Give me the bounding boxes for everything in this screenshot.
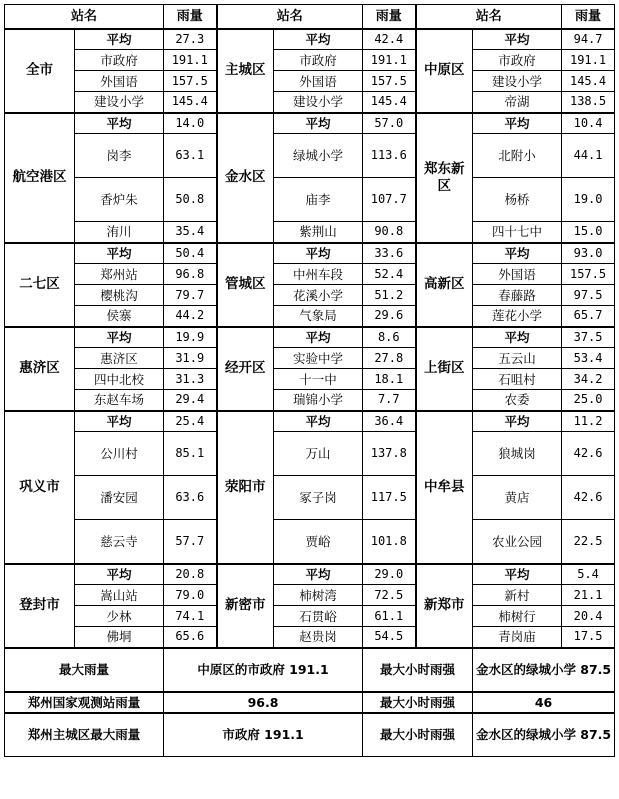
- rainfall-value: 157.5: [562, 264, 615, 285]
- rainfall-value: 53.4: [562, 348, 615, 369]
- main-district-max-value: 市政府 191.1: [164, 713, 363, 757]
- rainfall-value: 90.8: [363, 222, 416, 243]
- table-row: [5, 520, 615, 564]
- rainfall-value: 29.4: [164, 390, 217, 411]
- station-name: 慈云寺: [75, 520, 164, 564]
- rainfall-value: 25.4: [164, 411, 217, 432]
- rainfall-value: 11.2: [562, 411, 615, 432]
- rainfall-value: 20.4: [562, 606, 615, 627]
- station-header: 站名: [5, 5, 164, 29]
- rainfall-value: 50.4: [164, 243, 217, 264]
- average-label: 平均: [274, 564, 363, 585]
- max-hourly-value: 金水区的绿城小学 87.5: [473, 648, 615, 692]
- table-row: [5, 222, 615, 243]
- station-name: 赵贵岗: [274, 627, 363, 648]
- average-label: 平均: [473, 327, 562, 348]
- table-row: [5, 564, 615, 585]
- station-name: 嵩山站: [75, 585, 164, 606]
- rainfall-value: 65.7: [562, 306, 615, 327]
- station-name: 惠济区: [75, 348, 164, 369]
- max-rain-label: 最大雨量: [5, 648, 164, 692]
- district-name: 金水区: [217, 113, 274, 243]
- national-station-label: 郑州国家观测站雨量: [5, 692, 164, 713]
- station-name: 洧川: [75, 222, 164, 243]
- district-name: 高新区: [416, 243, 473, 327]
- station-name: 瑞锦小学: [274, 390, 363, 411]
- station-name: 五云山: [473, 348, 562, 369]
- rainfall-value: 72.5: [363, 585, 416, 606]
- table-row: [5, 627, 615, 648]
- rainfall-value: 74.1: [164, 606, 217, 627]
- rainfall-value: 101.8: [363, 520, 416, 564]
- average-label: 平均: [75, 243, 164, 264]
- station-name: 青岗庙: [473, 627, 562, 648]
- station-name: 冢子岗: [274, 476, 363, 520]
- rainfall-value: 17.5: [562, 627, 615, 648]
- rainfall-value: 145.4: [363, 92, 416, 113]
- max-rain-value: 中原区的市政府 191.1: [164, 648, 363, 692]
- national-hourly-label: 最大小时雨强: [363, 692, 473, 713]
- national-hourly-value: 46: [473, 692, 615, 713]
- station-name: 实验中学: [274, 348, 363, 369]
- table-row: [5, 476, 615, 520]
- average-label: 平均: [75, 327, 164, 348]
- station-name: 十一中: [274, 369, 363, 390]
- station-name: 新村: [473, 585, 562, 606]
- rainfall-value: 21.1: [562, 585, 615, 606]
- station-name: 柿树行: [473, 606, 562, 627]
- table-row: [5, 348, 615, 369]
- district-name: 主城区: [217, 29, 274, 113]
- rainfall-value: 113.6: [363, 134, 416, 178]
- station-name: 建设小学: [473, 71, 562, 92]
- station-name: 潘安园: [75, 476, 164, 520]
- summary-row: [5, 648, 615, 692]
- rainfall-value: 18.1: [363, 369, 416, 390]
- table-row: [5, 411, 615, 432]
- station-name: 岗李: [75, 134, 164, 178]
- station-name: 外国语: [75, 71, 164, 92]
- station-name: 郑州站: [75, 264, 164, 285]
- station-name: 狼城岗: [473, 432, 562, 476]
- rainfall-value: 51.2: [363, 285, 416, 306]
- average-label: 平均: [473, 564, 562, 585]
- rainfall-value: 8.6: [363, 327, 416, 348]
- rainfall-value: 36.4: [363, 411, 416, 432]
- station-name: 莲花小学: [473, 306, 562, 327]
- rainfall-value: 29.0: [363, 564, 416, 585]
- table-row: [5, 243, 615, 264]
- main-district-hourly-label: 最大小时雨强: [363, 713, 473, 757]
- district-name: 惠济区: [5, 327, 75, 411]
- district-name: 全市: [5, 29, 75, 113]
- average-label: 平均: [473, 29, 562, 50]
- table-row: [5, 92, 615, 113]
- rainfall-table: [4, 4, 615, 757]
- rainfall-value: 117.5: [363, 476, 416, 520]
- rainfall-value: 27.3: [164, 29, 217, 50]
- table-row: [5, 264, 615, 285]
- station-name: 佛垌: [75, 627, 164, 648]
- rainfall-value: 157.5: [164, 71, 217, 92]
- rainfall-value: 42.4: [363, 29, 416, 50]
- station-name: 石贯峪: [274, 606, 363, 627]
- station-name: 气象局: [274, 306, 363, 327]
- district-name: 登封市: [5, 564, 75, 648]
- station-name: 农业公园: [473, 520, 562, 564]
- district-name: 郑东新区: [416, 113, 473, 243]
- station-name: 四十七中: [473, 222, 562, 243]
- station-name: 市政府: [473, 50, 562, 71]
- rainfall-value: 65.6: [164, 627, 217, 648]
- rainfall-value: 96.8: [164, 264, 217, 285]
- rainfall-value: 22.5: [562, 520, 615, 564]
- average-label: 平均: [75, 564, 164, 585]
- table-row: [5, 606, 615, 627]
- station-name: 侯寨: [75, 306, 164, 327]
- district-name: 二七区: [5, 243, 75, 327]
- rainfall-value: 44.2: [164, 306, 217, 327]
- main-district-hourly-value: 金水区的绿城小学 87.5: [473, 713, 615, 757]
- rainfall-value: 19.9: [164, 327, 217, 348]
- rainfall-value: 138.5: [562, 92, 615, 113]
- table-row: [5, 327, 615, 348]
- station-name: 春藤路: [473, 285, 562, 306]
- district-name: 经开区: [217, 327, 274, 411]
- table-row: [5, 113, 615, 134]
- rainfall-value: 31.3: [164, 369, 217, 390]
- table-row: [5, 29, 615, 50]
- table-row: [5, 432, 615, 476]
- station-name: 市政府: [75, 50, 164, 71]
- district-name: 新郑市: [416, 564, 473, 648]
- table-row: [5, 71, 615, 92]
- table-row: [5, 390, 615, 411]
- station-name: 建设小学: [75, 92, 164, 113]
- station-name: 杨桥: [473, 178, 562, 222]
- station-name: 万山: [274, 432, 363, 476]
- main-district-max-label: 郑州主城区最大雨量: [5, 713, 164, 757]
- district-name: 荥阳市: [217, 411, 274, 564]
- station-name: 北附小: [473, 134, 562, 178]
- station-name: 绿城小学: [274, 134, 363, 178]
- rainfall-value: 20.8: [164, 564, 217, 585]
- district-name: 航空港区: [5, 113, 75, 243]
- station-name: 建设小学: [274, 92, 363, 113]
- district-name: 巩义市: [5, 411, 75, 564]
- station-name: 庙李: [274, 178, 363, 222]
- station-name: 樱桃沟: [75, 285, 164, 306]
- station-name: 花溪小学: [274, 285, 363, 306]
- rainfall-value: 44.1: [562, 134, 615, 178]
- station-name: 公川村: [75, 432, 164, 476]
- rainfall-value: 52.4: [363, 264, 416, 285]
- district-name: 新密市: [217, 564, 274, 648]
- rainfall-value: 85.1: [164, 432, 217, 476]
- rainfall-value: 79.0: [164, 585, 217, 606]
- table-row: [5, 306, 615, 327]
- station-name: 黄店: [473, 476, 562, 520]
- table-row: [5, 134, 615, 178]
- rainfall-value: 63.6: [164, 476, 217, 520]
- station-name: 中州车段: [274, 264, 363, 285]
- rainfall-value: 79.7: [164, 285, 217, 306]
- rainfall-value: 29.6: [363, 306, 416, 327]
- rain-header: 雨量: [164, 5, 217, 29]
- rainfall-value: 37.5: [562, 327, 615, 348]
- summary-row: [5, 713, 615, 757]
- table-row: [5, 369, 615, 390]
- station-name: 贾峪: [274, 520, 363, 564]
- rainfall-value: 5.4: [562, 564, 615, 585]
- rainfall-value: 42.6: [562, 476, 615, 520]
- station-name: 东赵车场: [75, 390, 164, 411]
- station-name: 市政府: [274, 50, 363, 71]
- average-label: 平均: [75, 29, 164, 50]
- rainfall-value: 93.0: [562, 243, 615, 264]
- average-label: 平均: [75, 411, 164, 432]
- rainfall-value: 107.7: [363, 178, 416, 222]
- district-name: 管城区: [217, 243, 274, 327]
- rainfall-value: 57.7: [164, 520, 217, 564]
- table-row: [5, 178, 615, 222]
- station-header: 站名: [217, 5, 363, 29]
- average-label: 平均: [473, 243, 562, 264]
- station-name: 柿树湾: [274, 585, 363, 606]
- national-station-value: 96.8: [164, 692, 363, 713]
- rainfall-value: 63.1: [164, 134, 217, 178]
- rainfall-value: 94.7: [562, 29, 615, 50]
- rainfall-value: 97.5: [562, 285, 615, 306]
- table-row: [5, 585, 615, 606]
- summary-row: [5, 692, 615, 713]
- station-name: 帝湖: [473, 92, 562, 113]
- rainfall-value: 145.4: [562, 71, 615, 92]
- rainfall-value: 27.8: [363, 348, 416, 369]
- table-row: [5, 50, 615, 71]
- rainfall-value: 50.8: [164, 178, 217, 222]
- max-hourly-label: 最大小时雨强: [363, 648, 473, 692]
- rainfall-value: 14.0: [164, 113, 217, 134]
- rainfall-value: 191.1: [164, 50, 217, 71]
- rainfall-value: 10.4: [562, 113, 615, 134]
- average-label: 平均: [274, 327, 363, 348]
- rainfall-value: 61.1: [363, 606, 416, 627]
- average-label: 平均: [473, 113, 562, 134]
- rainfall-value: 35.4: [164, 222, 217, 243]
- station-name: 四中北校: [75, 369, 164, 390]
- rainfall-value: 191.1: [562, 50, 615, 71]
- rain-header: 雨量: [363, 5, 416, 29]
- district-name: 上街区: [416, 327, 473, 411]
- station-name: 紫荆山: [274, 222, 363, 243]
- rainfall-value: 42.6: [562, 432, 615, 476]
- rainfall-value: 54.5: [363, 627, 416, 648]
- rainfall-value: 57.0: [363, 113, 416, 134]
- average-label: 平均: [274, 29, 363, 50]
- average-label: 平均: [274, 411, 363, 432]
- table-row: [5, 285, 615, 306]
- station-name: 外国语: [274, 71, 363, 92]
- rainfall-value: 145.4: [164, 92, 217, 113]
- station-name: 石咀村: [473, 369, 562, 390]
- rainfall-value: 33.6: [363, 243, 416, 264]
- rainfall-value: 25.0: [562, 390, 615, 411]
- rainfall-value: 7.7: [363, 390, 416, 411]
- rainfall-value: 34.2: [562, 369, 615, 390]
- station-header: 站名: [416, 5, 562, 29]
- rainfall-value: 19.0: [562, 178, 615, 222]
- rainfall-value: 191.1: [363, 50, 416, 71]
- header-row: [5, 5, 615, 29]
- average-label: 平均: [473, 411, 562, 432]
- rainfall-value: 137.8: [363, 432, 416, 476]
- district-name: 中原区: [416, 29, 473, 113]
- rainfall-value: 15.0: [562, 222, 615, 243]
- station-name: 农委: [473, 390, 562, 411]
- district-name: 中牟县: [416, 411, 473, 564]
- average-label: 平均: [274, 113, 363, 134]
- average-label: 平均: [75, 113, 164, 134]
- station-name: 少林: [75, 606, 164, 627]
- rainfall-value: 157.5: [363, 71, 416, 92]
- station-name: 香炉朱: [75, 178, 164, 222]
- rainfall-value: 31.9: [164, 348, 217, 369]
- average-label: 平均: [274, 243, 363, 264]
- station-name: 外国语: [473, 264, 562, 285]
- rain-header: 雨量: [562, 5, 615, 29]
